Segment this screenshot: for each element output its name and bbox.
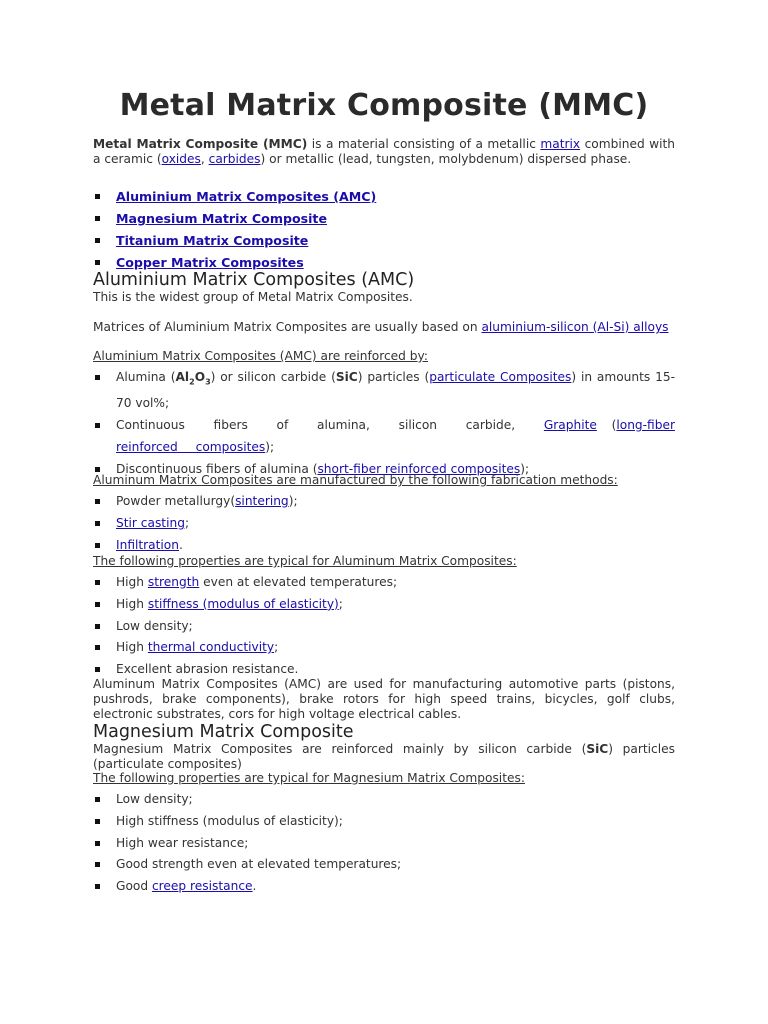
toc-list (93, 187, 675, 275)
bullet-icon (95, 194, 100, 199)
bullet-icon (95, 238, 100, 243)
list-text: High (116, 596, 148, 611)
amc-reinforcement-list (93, 367, 675, 480)
list-text: Good (116, 879, 152, 894)
link-thermal-conductivity[interactable]: thermal conductivity (147, 640, 275, 655)
list-text: Discontinuous fibers of alumina ( (116, 461, 318, 476)
list-text: even at elevated temperatures; (199, 575, 398, 589)
intro-text: ) or metallic (lead, tungsten, molybdenum) dispersed phase. (260, 152, 632, 166)
amc-uses-paragraph: Aluminum Matrix Composites (AMC) are used for manufacturing automotive parts (pistons, pushrods, brake components), brake rotors for high speed trains, bicycles, golf clubs, electronic substrates, cors for high voltage electrical cables. (93, 677, 675, 721)
section-heading-magnesium: Magnesium Matrix Composite (93, 722, 354, 742)
toc-item (93, 209, 675, 231)
section-heading-amc: Aluminium Matrix Composites (AMC) (93, 270, 415, 290)
bullet-icon (95, 216, 100, 221)
bullet-icon (95, 797, 100, 802)
bullet-icon (95, 819, 100, 824)
list-text: Continuous fibers of alumina, silicon carbide, (116, 418, 544, 433)
intro-paragraph (93, 137, 675, 167)
mag-properties-heading: The following properties are typical for Magnesium Matrix Composites: (93, 771, 525, 785)
mag-properties-list (93, 789, 675, 898)
bullet-icon (95, 645, 100, 650)
list-item (93, 616, 675, 638)
amc-properties-list (93, 572, 675, 681)
intro-text: , (200, 152, 209, 166)
list-text: ; (338, 596, 343, 611)
formula-part: O (194, 370, 206, 384)
list-text: Low density; (116, 792, 193, 806)
list-text: ); (265, 439, 275, 454)
link-al-si-alloys[interactable]: aluminium-silicon (Al-Si) alloys (481, 320, 669, 334)
bullet-icon (95, 375, 100, 380)
list-item (93, 513, 675, 535)
bullet-icon (95, 841, 100, 846)
list-item (93, 811, 675, 833)
list-text: ) or silicon carbide ( (210, 370, 336, 384)
list-text: High wear resistance; (116, 835, 249, 850)
list-text: . (179, 537, 183, 552)
link-strength[interactable]: strength (147, 575, 200, 589)
list-item (93, 637, 675, 659)
toc-link-magnesium[interactable]: Magnesium Matrix Composite (116, 211, 327, 226)
list-text: ) particles ( (357, 370, 430, 384)
toc-link-copper[interactable]: Copper Matrix Composites (116, 255, 304, 270)
link-stiffness[interactable]: stiffness (modulus of elasticity) (147, 596, 339, 611)
list-text: Good strength even at elevated temperatures; (116, 857, 402, 872)
toc-link-amc[interactable]: Aluminium Matrix Composites (AMC) (116, 189, 377, 204)
link-graphite[interactable]: Graphite (543, 418, 597, 433)
toc-item (93, 187, 675, 209)
mag-text: ) particles (particulate composites) (93, 742, 675, 771)
toc-item (93, 231, 675, 253)
amc-fabrication-list (93, 491, 675, 556)
link-short-fiber-composites[interactable]: short-fiber reinforced composites (317, 461, 521, 476)
bullet-icon (95, 467, 100, 472)
list-text: ; (184, 515, 190, 530)
bullet-icon (95, 543, 100, 548)
list-text: ) in amounts 15-70 vol%; (116, 370, 675, 411)
link-stir-casting[interactable]: Stir casting (116, 515, 185, 530)
list-text: High (116, 575, 148, 589)
amc-fabrication-heading: Aluminum Matrix Composites are manufactured by the following fabrication methods: (93, 473, 618, 487)
bullet-icon (95, 423, 100, 428)
amc-paragraph-2 (93, 320, 675, 335)
link-matrix[interactable]: matrix (540, 137, 581, 151)
list-item (93, 594, 675, 616)
bullet-icon (95, 580, 100, 585)
amc-properties-heading: The following properties are typical for Aluminum Matrix Composites: (93, 554, 517, 568)
link-particulate-composites[interactable]: particulate Composites (429, 370, 572, 384)
toc-link-titanium[interactable]: Titanium Matrix Composite (116, 233, 309, 248)
formula-subscript: 3 (205, 377, 211, 387)
amc-reinforced-heading: Aluminium Matrix Composites (AMC) are reinforced by: (93, 349, 428, 363)
formula-sic: SiC (335, 370, 358, 384)
list-item (93, 367, 675, 415)
list-item (93, 415, 675, 459)
bullet-icon (95, 602, 100, 607)
list-text: Excellent abrasion resistance. (116, 662, 299, 677)
list-text: High (116, 640, 148, 655)
bullet-icon (95, 884, 100, 889)
formula-subscript: 2 (189, 377, 195, 387)
list-item (93, 854, 675, 876)
list-item (93, 876, 675, 898)
mag-text: Magnesium Matrix Composites are reinforced mainly by silicon carbide ( (93, 742, 587, 756)
page-title: Metal Matrix Composite (MMC) (119, 88, 649, 123)
list-text: Alumina ( (116, 370, 176, 384)
link-carbides[interactable]: carbides (208, 152, 261, 166)
list-text: Low density; (116, 618, 193, 633)
intro-text: is a material consisting of a metallic (307, 137, 541, 151)
list-item (93, 491, 675, 513)
list-text: ( (596, 418, 617, 433)
intro-term: Metal Matrix Composite (MMC) (93, 137, 308, 151)
formula-part: Al (175, 370, 190, 384)
bullet-icon (95, 521, 100, 526)
link-infiltration[interactable]: Infiltration (116, 537, 179, 552)
bullet-icon (95, 499, 100, 504)
link-long-fiber-composites[interactable]: long-fiber reinforced composites (116, 418, 675, 454)
list-text: ; (274, 640, 279, 655)
link-creep-resistance[interactable]: creep resistance (151, 879, 253, 894)
list-text: ); (520, 461, 530, 476)
formula-al2o3 (175, 370, 211, 387)
link-oxides[interactable]: oxides (161, 152, 201, 166)
intro-text: combined with a ceramic ( (93, 137, 675, 166)
list-text: High stiffness (modulus of elasticity); (116, 813, 343, 828)
amc-text: Matrices of Aluminium Matrix Composites are usually based on (93, 320, 482, 334)
bullet-icon (95, 260, 100, 265)
list-text: Powder metallurgy( (116, 494, 236, 508)
list-item (93, 833, 675, 855)
list-item (93, 572, 675, 594)
link-sintering[interactable]: sintering (235, 494, 289, 508)
amc-paragraph-1: This is the widest group of Metal Matrix Composites. (93, 290, 413, 304)
list-text: ); (288, 494, 298, 508)
formula-sic: SiC (586, 742, 609, 756)
bullet-icon (95, 862, 100, 867)
list-text: . (252, 879, 257, 894)
mag-paragraph-1 (93, 742, 675, 772)
list-item (93, 789, 675, 811)
bullet-icon (95, 624, 100, 629)
bullet-icon (95, 667, 100, 672)
